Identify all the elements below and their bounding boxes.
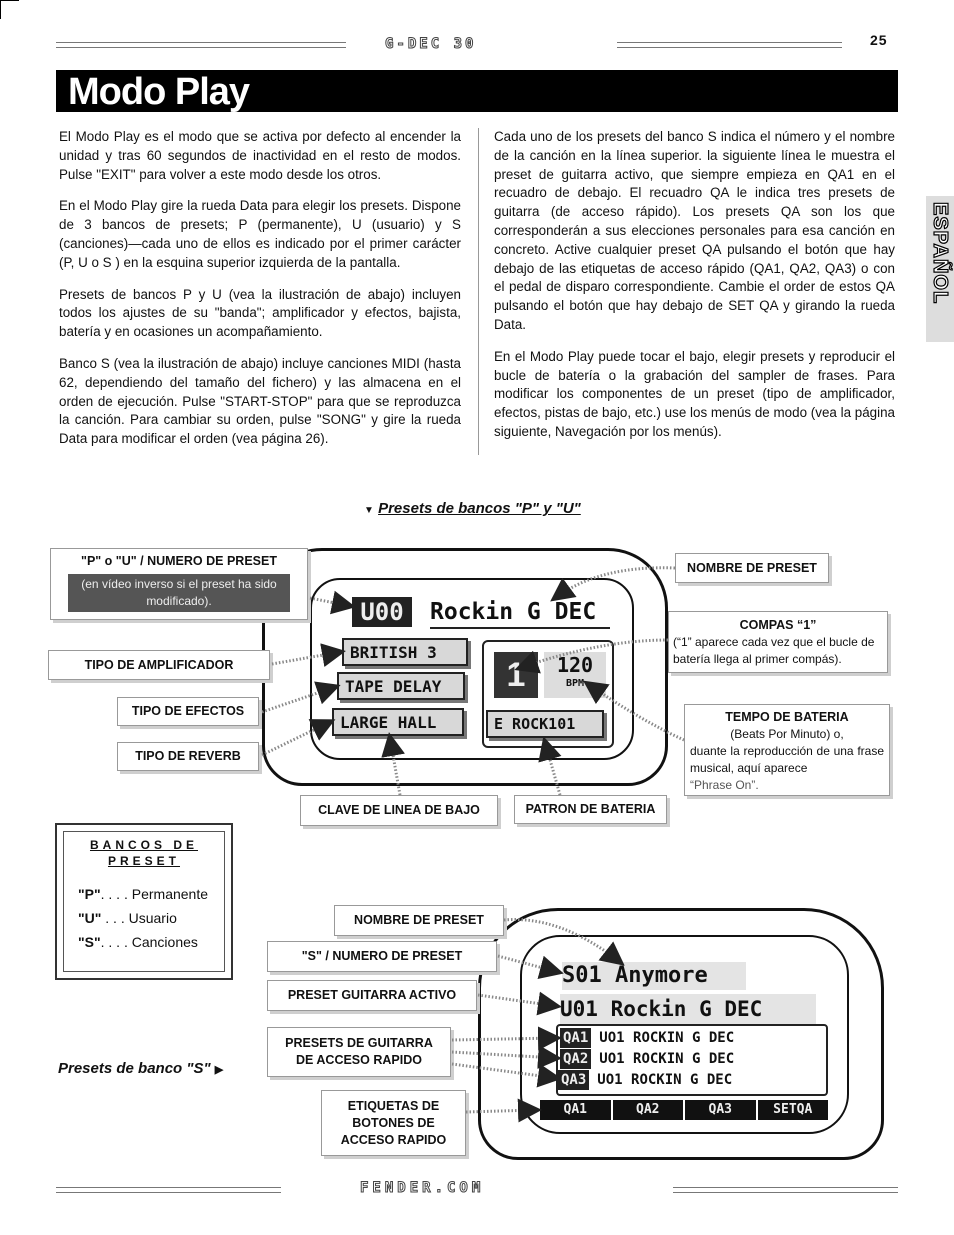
label-drum-tempo-note1: (Beats Por Minuto) o, — [730, 727, 844, 741]
lcd-qa-tag-2: QA2 — [560, 1049, 591, 1069]
footer-rule-right — [673, 1185, 898, 1195]
lcd-drum: E ROCK101 — [486, 710, 604, 738]
lcd-preset-num: U00 — [352, 597, 412, 627]
legend-title-1: BANCOS DE — [89, 838, 198, 852]
caption-triangle-right-icon: ▶ — [214, 1064, 224, 1076]
header-brand: G-DEC 30 — [385, 36, 477, 52]
lcd-button-qa2[interactable]: QA2 — [613, 1100, 684, 1120]
label-qa-button-tags: ETIQUETAS DE BOTONES DE ACCESO RAPIDO — [321, 1090, 466, 1156]
label-drum-tempo-title: TEMPO DE BATERIA — [725, 710, 849, 724]
arrow-drum — [545, 742, 560, 795]
lcd-bar-number: 1 — [494, 652, 538, 698]
lcd-tempo-unit: BPM — [565, 678, 585, 689]
arrow-reverb — [262, 722, 330, 755]
left-paragraph-1: El Modo Play es el modo que se activa por defecto al encender la unidad y tras 60 segundos de inactividad en el resto de modos. Pulse "EXIT" para volver a este modo desde los otros. — [59, 129, 461, 182]
arrow-tempo — [588, 684, 684, 740]
footer-brand: FENDER.COM — [360, 1180, 485, 1196]
arrow-preset-num — [310, 598, 350, 606]
lcd-amp: BRITISH 3 — [342, 638, 468, 666]
arrow-bass — [390, 738, 400, 795]
arrow-preset-name — [555, 568, 675, 598]
label-qa-presets: PRESETS DE GUITARRA DE ACCESO RAPIDO — [267, 1027, 451, 1077]
arrow-s-num — [498, 956, 558, 972]
legend-dots-s: . . . . — [100, 934, 128, 950]
lcd-button-qa3[interactable]: QA3 — [685, 1100, 756, 1120]
label-preset-number-note: (en vídeo inverso si el preset ha sido modificado). — [68, 574, 290, 612]
arrow-fx — [262, 687, 335, 712]
diagram2-caption-text: Presets de banco "S" — [58, 1060, 211, 1077]
label-reverb-type: TIPO DE REVERB — [117, 742, 259, 771]
caption-triangle-icon: ▼ — [364, 505, 374, 516]
label-active-guitar: PRESET GUITARRA ACTIVO — [267, 980, 477, 1011]
legend-key-s: "S" — [78, 934, 101, 950]
lcd-tempo-value: 120 — [556, 653, 594, 677]
left-paragraph-4: Banco S (vea la ilustración de abajo) incluye canciones MIDI (hasta 62, dependiendo del tamaño del fichero) y las almacena en el orden de ejecución. Pulse "START-STOP" para que se reproduzca la canción. Para cambiar su orden, pulse "SONG" y gire la rueda Data para modificar el orden (vea página 26). — [59, 355, 461, 447]
legend-dots-p: . . . . — [100, 886, 128, 902]
label-amp-type: TIPO DE AMPLIFICADOR — [48, 650, 270, 680]
label-s-number: "S" / NUMERO DE PRESET — [267, 941, 497, 972]
legend-value-s: Canciones — [131, 934, 198, 950]
left-paragraph-2: En el Modo Play gire la rueda Data para elegir los presets. Dispone de 3 bancos de presets; P (permanente), U (usuario) y S (canciones)—cada uno de ellos es indicado por el primer carácter (P, U o S ) en la esquina superior izquierda de la pantalla. — [59, 198, 461, 270]
page-number: 25 — [870, 32, 888, 48]
left-paragraph-3: Presets de bancos P y U (vea la ilustración de abajo) incluyen todos los ajustes de su "banda"; amplificador y efectos, bajista, batería y en ocasiones un acompañamiento. — [59, 286, 461, 340]
lcd-active-preset: U01 Rockin G DEC — [560, 994, 816, 1024]
label-drum-pattern: PATRON DE BATERIA — [514, 795, 667, 824]
diagram1-caption-text: Presets de bancos "P" y "U" — [378, 500, 581, 517]
lcd-qa-name-1: UO1 ROCKIN G DEC — [599, 1030, 735, 1046]
footer-rule-left — [56, 1185, 281, 1195]
lcd-song: S01 Anymore — [562, 962, 746, 990]
lcd-qa-tag-3: QA3 — [558, 1070, 589, 1090]
lcd-qa-tag-1: QA1 — [560, 1028, 591, 1048]
arrow-compas — [520, 640, 668, 668]
lcd-button-setqa[interactable]: SETQA — [758, 1100, 829, 1120]
label-preset-number-title: "P" o "U" / NUMERO DE PRESET — [81, 554, 277, 568]
page-title: Modo Play — [68, 71, 250, 113]
lcd-preset-name: Rockin G DEC — [430, 597, 610, 629]
right-paragraph-2: En el Modo Play puede tocar el bajo, elegir presets y reproducir el bucle de batería o la grabación del sampler de frases. Para modificar los componentes de un preset (tipo de amplificador, efectos, pistas de bajo, etc.) use los menús de modo (vea la página siguiente, Navegación por los menús). — [494, 348, 895, 439]
arrow-qa1 — [452, 1038, 556, 1040]
lcd-reverb: LARGE HALL — [332, 708, 464, 736]
label-drum-tempo-note2: duante la reproducción de una frase musical, aquí aparece — [690, 744, 884, 775]
arrow-active — [478, 995, 556, 1006]
arrow-amp — [272, 652, 340, 664]
arrow-qa2 — [452, 1052, 556, 1058]
label-compas-title: COMPAS “1” — [739, 617, 817, 632]
label-s-preset-name: NOMBRE DE PRESET — [334, 905, 504, 936]
lcd-qa-name-3: UO1 ROCKIN G DEC — [597, 1072, 733, 1088]
arrow-tags — [466, 1110, 536, 1112]
arrow-qa3 — [452, 1064, 556, 1078]
legend-key-u: "U" — [78, 910, 102, 926]
legend-value-p: Permanente — [131, 886, 209, 902]
lcd-qa-name-2: UO1 ROCKIN G DEC — [599, 1051, 735, 1067]
language-tab-label: ESPAÑOL — [929, 202, 951, 305]
right-paragraph-1: Cada uno de los presets del banco S indica el número y el nombre de la canción en la línea superior. la siguiente línea le muestra el preset de guitarra activo, que siempre empieza en QA1 en el recuadro de debajo. El recuadro QA le indica tres presets de guitarra (de acceso rápido). Los presets QA son los que corresponderán a sus elecciones personales para esa canción en concreto. Active cualquier preset QA pulsando el botón que hay debajo de las etiquetas de acceso rápido (QA1, QA2, QA3) o con el pedal de disparo correspondiente. Cambie el order de estos QA pulsando el botón que hay debajo de SET QA y girando la rueda Data. — [494, 129, 895, 332]
label-preset-name: NOMBRE DE PRESET — [675, 553, 829, 583]
label-fx-type: TIPO DE EFECTOS — [117, 697, 259, 726]
label-compas-note: (“1” aparece cada vez que el bucle de batería llega al primer compás). — [673, 634, 875, 666]
legend-dots-u: . . . — [105, 910, 125, 926]
arrow-s-name — [504, 920, 620, 962]
label-drum-tempo-note3: “Phrase On”. — [690, 778, 759, 792]
lcd-button-qa1[interactable]: QA1 — [540, 1100, 611, 1120]
legend-value-u: Usuario — [128, 910, 177, 926]
legend-title-2: PRESET — [107, 854, 180, 868]
lcd-fx: TAPE DELAY — [337, 672, 465, 700]
label-bass-line: CLAVE DE LINEA DE BAJO — [300, 795, 498, 826]
legend-key-p: "P" — [78, 886, 101, 902]
